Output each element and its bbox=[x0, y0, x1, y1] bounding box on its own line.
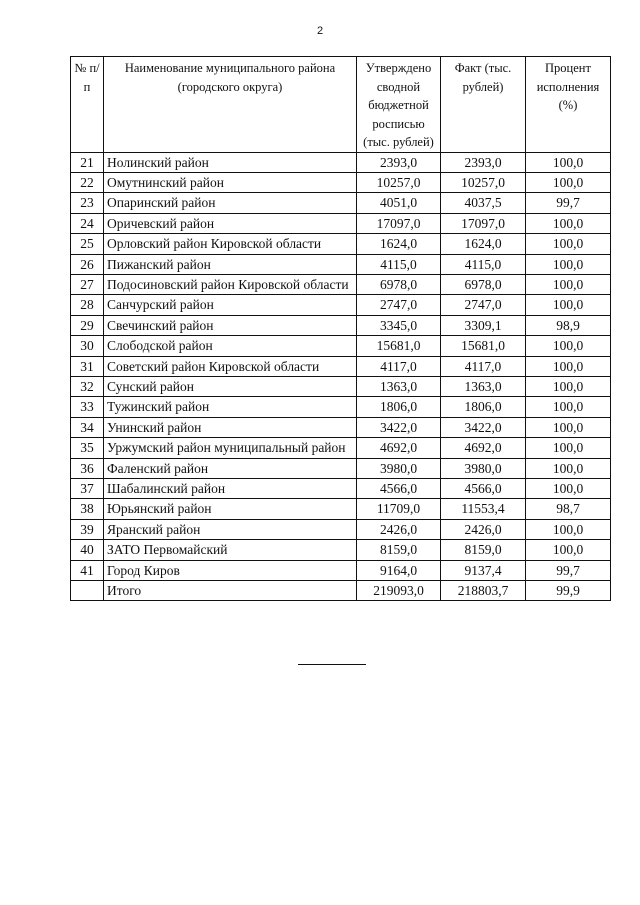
table-row bbox=[71, 540, 611, 560]
cell-percent: 100,0 bbox=[526, 458, 611, 478]
cell-num: 26 bbox=[71, 254, 104, 274]
cell-num: 41 bbox=[71, 560, 104, 580]
cell-num: 29 bbox=[71, 315, 104, 335]
cell-approved: 15681,0 bbox=[357, 336, 441, 356]
cell-district-name: Тужинский район bbox=[104, 397, 357, 417]
cell-district-name: Сунский район bbox=[104, 376, 357, 396]
cell-percent: 100,0 bbox=[526, 234, 611, 254]
cell-percent: 100,0 bbox=[526, 213, 611, 233]
cell-approved: 1363,0 bbox=[357, 376, 441, 396]
cell-num: 36 bbox=[71, 458, 104, 478]
table-row bbox=[71, 438, 611, 458]
table-row bbox=[71, 274, 611, 294]
cell-num: 35 bbox=[71, 438, 104, 458]
cell-percent: 100,0 bbox=[526, 479, 611, 499]
cell-percent: 99,9 bbox=[526, 581, 611, 601]
header-name: Наименование муниципального района (городского округа) bbox=[104, 57, 357, 153]
table-row bbox=[71, 519, 611, 539]
header-num: № п/п bbox=[71, 57, 104, 153]
cell-percent: 99,7 bbox=[526, 560, 611, 580]
table-row bbox=[71, 234, 611, 254]
cell-percent: 100,0 bbox=[526, 172, 611, 192]
cell-actual: 1806,0 bbox=[441, 397, 526, 417]
table-row bbox=[71, 499, 611, 519]
cell-num: 32 bbox=[71, 376, 104, 396]
cell-district-name: ЗАТО Первомайский bbox=[104, 540, 357, 560]
cell-actual: 3309,1 bbox=[441, 315, 526, 335]
table-row bbox=[71, 152, 611, 172]
cell-actual: 9137,4 bbox=[441, 560, 526, 580]
cell-approved: 8159,0 bbox=[357, 540, 441, 560]
cell-num: 23 bbox=[71, 193, 104, 213]
cell-num: 33 bbox=[71, 397, 104, 417]
cell-actual: 218803,7 bbox=[441, 581, 526, 601]
page-number: 2 bbox=[316, 25, 324, 37]
cell-num: 25 bbox=[71, 234, 104, 254]
cell-actual: 11553,4 bbox=[441, 499, 526, 519]
cell-approved: 4115,0 bbox=[357, 254, 441, 274]
cell-approved: 2747,0 bbox=[357, 295, 441, 315]
table-row bbox=[71, 397, 611, 417]
cell-approved: 6978,0 bbox=[357, 274, 441, 294]
cell-district-name: Фаленский район bbox=[104, 458, 357, 478]
cell-district-name: Пижанский район bbox=[104, 254, 357, 274]
cell-percent: 100,0 bbox=[526, 295, 611, 315]
cell-district-name: Орловский район Кировской области bbox=[104, 234, 357, 254]
cell-num: 39 bbox=[71, 519, 104, 539]
cell-actual: 3980,0 bbox=[441, 458, 526, 478]
cell-district-name: Слободской район bbox=[104, 336, 357, 356]
cell-approved: 1624,0 bbox=[357, 234, 441, 254]
cell-percent: 100,0 bbox=[526, 376, 611, 396]
cell-approved: 17097,0 bbox=[357, 213, 441, 233]
cell-actual: 2393,0 bbox=[441, 152, 526, 172]
cell-approved: 4566,0 bbox=[357, 479, 441, 499]
cell-approved: 3980,0 bbox=[357, 458, 441, 478]
cell-district-name: Опаринский район bbox=[104, 193, 357, 213]
closing-line bbox=[298, 664, 366, 665]
cell-approved: 2426,0 bbox=[357, 519, 441, 539]
table-row bbox=[71, 356, 611, 376]
cell-actual: 10257,0 bbox=[441, 172, 526, 192]
cell-district-name: Уржумский район муниципальный район bbox=[104, 438, 357, 458]
cell-percent: 100,0 bbox=[526, 254, 611, 274]
cell-actual: 4692,0 bbox=[441, 438, 526, 458]
cell-num: 22 bbox=[71, 172, 104, 192]
cell-district-name: Свечинский район bbox=[104, 315, 357, 335]
cell-district-name: Оричевский район bbox=[104, 213, 357, 233]
cell-district-name: Унинский район bbox=[104, 417, 357, 437]
table-row bbox=[71, 213, 611, 233]
cell-approved: 4051,0 bbox=[357, 193, 441, 213]
header-pct: Процент исполнения (%) bbox=[526, 57, 611, 153]
cell-district-name: Санчурский район bbox=[104, 295, 357, 315]
cell-num: 34 bbox=[71, 417, 104, 437]
cell-num: 37 bbox=[71, 479, 104, 499]
cell-num: 30 bbox=[71, 336, 104, 356]
cell-percent: 100,0 bbox=[526, 274, 611, 294]
cell-approved: 4692,0 bbox=[357, 438, 441, 458]
cell-district-name: Советский район Кировской области bbox=[104, 356, 357, 376]
cell-actual: 15681,0 bbox=[441, 336, 526, 356]
cell-num: 28 bbox=[71, 295, 104, 315]
table-row bbox=[71, 295, 611, 315]
cell-actual: 6978,0 bbox=[441, 274, 526, 294]
table-header-row bbox=[71, 57, 611, 153]
table-row bbox=[71, 193, 611, 213]
cell-district-name: Итого bbox=[104, 581, 357, 601]
header-plan: Утверждено сводной бюджетной росписью (тыс. рублей) bbox=[357, 57, 441, 153]
table-row bbox=[71, 417, 611, 437]
cell-num: 21 bbox=[71, 152, 104, 172]
table-row bbox=[71, 254, 611, 274]
cell-actual: 1363,0 bbox=[441, 376, 526, 396]
cell-percent: 100,0 bbox=[526, 336, 611, 356]
cell-actual: 2426,0 bbox=[441, 519, 526, 539]
cell-num: 27 bbox=[71, 274, 104, 294]
table-row bbox=[71, 560, 611, 580]
cell-approved: 11709,0 bbox=[357, 499, 441, 519]
cell-approved: 4117,0 bbox=[357, 356, 441, 376]
table-row bbox=[71, 479, 611, 499]
cell-district-name: Шабалинский район bbox=[104, 479, 357, 499]
cell-actual: 2747,0 bbox=[441, 295, 526, 315]
table-row bbox=[71, 458, 611, 478]
cell-actual: 1624,0 bbox=[441, 234, 526, 254]
table-row bbox=[71, 315, 611, 335]
cell-percent: 100,0 bbox=[526, 356, 611, 376]
cell-actual: 3422,0 bbox=[441, 417, 526, 437]
cell-num: 40 bbox=[71, 540, 104, 560]
cell-actual: 4037,5 bbox=[441, 193, 526, 213]
cell-district-name: Город Киров bbox=[104, 560, 357, 580]
cell-percent: 100,0 bbox=[526, 540, 611, 560]
cell-approved: 219093,0 bbox=[357, 581, 441, 601]
cell-num bbox=[71, 581, 104, 601]
cell-approved: 1806,0 bbox=[357, 397, 441, 417]
table-row bbox=[71, 376, 611, 396]
cell-actual: 17097,0 bbox=[441, 213, 526, 233]
cell-actual: 4117,0 bbox=[441, 356, 526, 376]
cell-approved: 3422,0 bbox=[357, 417, 441, 437]
table-body bbox=[71, 152, 611, 601]
cell-district-name: Омутнинский район bbox=[104, 172, 357, 192]
cell-percent: 100,0 bbox=[526, 519, 611, 539]
budget-execution-table bbox=[70, 56, 611, 601]
cell-num: 24 bbox=[71, 213, 104, 233]
cell-approved: 3345,0 bbox=[357, 315, 441, 335]
cell-num: 38 bbox=[71, 499, 104, 519]
cell-district-name: Юрьянский район bbox=[104, 499, 357, 519]
cell-num: 31 bbox=[71, 356, 104, 376]
cell-percent: 99,7 bbox=[526, 193, 611, 213]
cell-approved: 9164,0 bbox=[357, 560, 441, 580]
cell-actual: 4115,0 bbox=[441, 254, 526, 274]
cell-percent: 98,7 bbox=[526, 499, 611, 519]
cell-approved: 10257,0 bbox=[357, 172, 441, 192]
cell-approved: 2393,0 bbox=[357, 152, 441, 172]
table-row bbox=[71, 172, 611, 192]
cell-district-name: Нолинский район bbox=[104, 152, 357, 172]
cell-district-name: Подосиновский район Кировской области bbox=[104, 274, 357, 294]
total-row bbox=[71, 581, 611, 601]
table-row bbox=[71, 336, 611, 356]
cell-percent: 98,9 bbox=[526, 315, 611, 335]
cell-percent: 100,0 bbox=[526, 438, 611, 458]
cell-district-name: Яранский район bbox=[104, 519, 357, 539]
cell-actual: 4566,0 bbox=[441, 479, 526, 499]
cell-percent: 100,0 bbox=[526, 417, 611, 437]
cell-actual: 8159,0 bbox=[441, 540, 526, 560]
cell-percent: 100,0 bbox=[526, 152, 611, 172]
cell-percent: 100,0 bbox=[526, 397, 611, 417]
header-fact: Факт (тыс. рублей) bbox=[441, 57, 526, 153]
